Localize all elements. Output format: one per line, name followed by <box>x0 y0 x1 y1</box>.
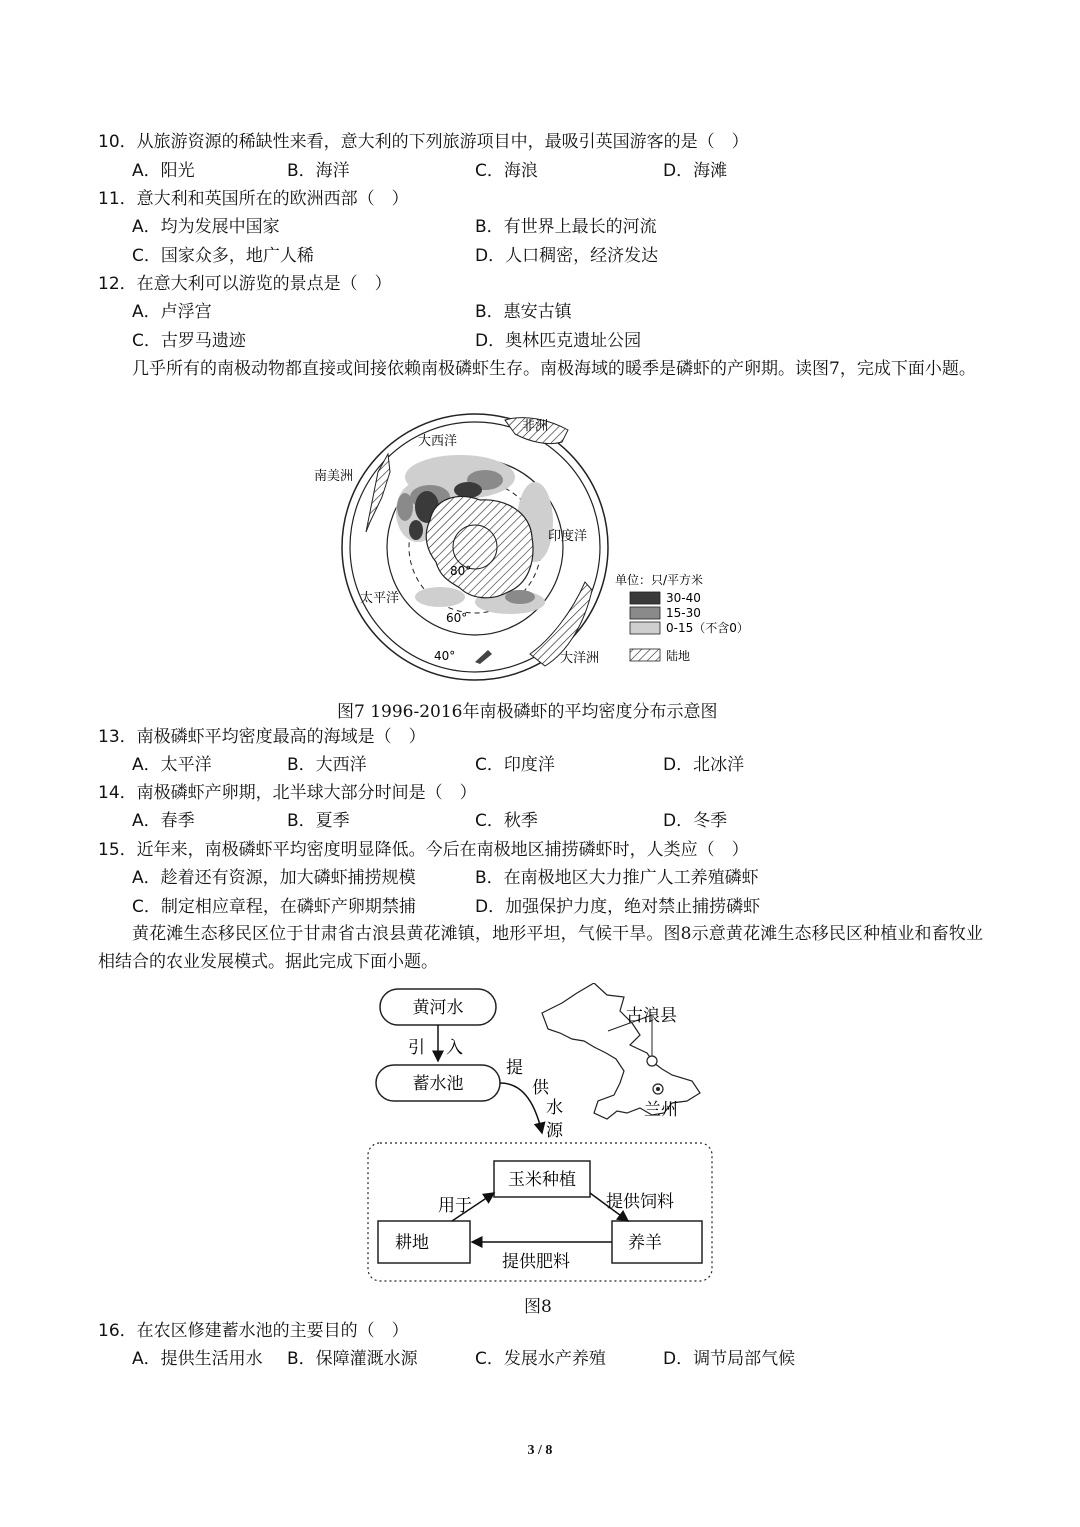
legend-label-low: 0-15（不含0） <box>666 621 749 635</box>
label-atlantic: 大西洋 <box>418 434 458 449</box>
node-corn-label: 玉米种植 <box>508 1170 576 1190</box>
question-13-stem: 13．南极磷虾平均密度最高的海域是（ ） <box>98 727 426 747</box>
node-farmland-label: 耕地 <box>395 1233 429 1253</box>
gansu-map-outline <box>542 983 700 1119</box>
q16-option-c: C．发展水产养殖 <box>475 1349 606 1369</box>
q10-option-b: B．海洋 <box>287 161 350 181</box>
figure-7-caption: 图7 1996-2016年南极磷虾的平均密度分布示意图 <box>337 702 718 722</box>
figure-8-caption: 图8 <box>524 1297 552 1317</box>
edge-feed: 提供饲料 <box>606 1192 674 1212</box>
passage-krill: 几乎所有的南极动物都直接或间接依赖南极磷虾生存。南极海域的暖季是磷虾的产卵期。读图7，完成下面小题。 <box>132 359 976 379</box>
q12-option-a: A．卢浮宫 <box>132 302 212 322</box>
edge-introduce-2: 入 <box>446 1038 463 1058</box>
label-lat40: 40° <box>434 649 456 663</box>
q11-option-a: A．均为发展中国家 <box>132 217 280 237</box>
q11-option-b: B．有世界上最长的河流 <box>475 217 657 237</box>
q14-option-d: D．冬季 <box>663 811 728 831</box>
question-12-stem: 12．在意大利可以游览的景点是（ ） <box>98 274 392 294</box>
q13-option-a: A．太平洋 <box>132 755 212 775</box>
label-pacific: 太平洋 <box>360 591 400 606</box>
q12-option-c: C．古罗马遗迹 <box>132 331 246 351</box>
edge-used-for: 用于 <box>438 1196 472 1216</box>
new-zealand-land <box>475 650 492 664</box>
q16-option-b: B．保障灌溉水源 <box>287 1349 418 1369</box>
q10-option-a: A．阳光 <box>132 161 195 181</box>
q13-option-c: C．印度洋 <box>475 755 555 775</box>
q15-option-c: C．制定相应章程，在磷虾产卵期禁捕 <box>132 897 416 917</box>
question-15-stem: 15．近年来，南极磷虾平均密度明显降低。今后在南极地区捕捞磷虾时，人类应（ ） <box>98 840 749 860</box>
question-16-stem: 16．在农区修建蓄水池的主要目的（ ） <box>98 1321 409 1341</box>
label-lanzhou: 兰州 <box>644 1100 678 1120</box>
q14-option-a: A．春季 <box>132 811 195 831</box>
legend-label-mid: 15-30 <box>666 606 701 620</box>
question-10-stem: 10．从旅游资源的稀缺性来看，意大利的下列旅游项目中，最吸引英国游客的是（ ） <box>98 132 749 152</box>
label-lat80: 80° <box>450 564 472 578</box>
label-gulang: 古浪县 <box>626 1006 677 1026</box>
node-yellow-river-label: 黄河水 <box>412 998 464 1018</box>
edge-supply-3: 水 <box>546 1098 563 1118</box>
legend-label-land: 陆地 <box>666 649 691 663</box>
edge-supply-4: 源 <box>546 1121 563 1141</box>
legend-title: 单位：只/平方米 <box>615 573 704 587</box>
figure-7-map <box>310 412 770 682</box>
node-reservoir-label: 蓄水池 <box>412 1074 464 1094</box>
q14-option-b: B．夏季 <box>287 811 350 831</box>
q15-option-d: D．加强保护力度，绝对禁止捕捞磷虾 <box>475 897 761 917</box>
gulang-marker <box>647 1056 657 1066</box>
q14-option-c: C．秋季 <box>475 811 538 831</box>
figure-7-legend <box>615 572 749 663</box>
label-south-america: 南美洲 <box>314 469 354 484</box>
question-11-stem: 11．意大利和英国所在的欧洲西部（ ） <box>98 189 409 209</box>
passage-huanghuatan: 黄花滩生态移民区位于甘肃省古浪县黄花滩镇，地形平坦，气候干旱。图8示意黄花滩生态移民区种植业和畜牧业相结合的农业发展模式。据此完成下面小题。 <box>98 924 983 972</box>
q13-option-d: D．北冰洋 <box>663 755 745 775</box>
edge-supply-1: 提 <box>506 1058 523 1078</box>
label-lat60: 60° <box>446 611 468 625</box>
q10-option-c: C．海浪 <box>475 161 538 181</box>
q12-option-d: D．奥林匹克遗址公园 <box>475 331 642 351</box>
label-oceania: 大洋洲 <box>560 651 600 666</box>
q13-option-b: B．大西洋 <box>287 755 367 775</box>
q15-option-a: A．趁着还有资源，加大磷虾捕捞规模 <box>132 868 416 888</box>
figure-8-diagram <box>362 983 722 1283</box>
legend-label-high: 30-40 <box>666 591 701 605</box>
question-14-stem: 14．南极磷虾产卵期，北半球大部分时间是（ ） <box>98 783 477 803</box>
antarctica-land <box>426 496 533 597</box>
edge-supply-2: 供 <box>532 1078 549 1098</box>
node-sheep-label: 养羊 <box>628 1233 662 1253</box>
q12-option-b: B．惠安古镇 <box>475 302 572 322</box>
q10-option-d: D．海滩 <box>663 161 728 181</box>
edge-fertilizer: 提供肥料 <box>502 1252 570 1272</box>
q11-option-c: C．国家众多，地广人稀 <box>132 246 314 266</box>
q11-option-d: D．人口稠密，经济发达 <box>475 246 659 266</box>
label-africa: 非洲 <box>522 419 549 434</box>
edge-introduce-1: 引 <box>408 1038 425 1058</box>
label-indian-ocean: 印度洋 <box>548 529 588 544</box>
q16-option-a: A．提供生活用水 <box>132 1349 263 1369</box>
q16-option-d: D．调节局部气候 <box>663 1349 796 1369</box>
page-number: 3 / 8 <box>527 1443 553 1458</box>
q15-option-b: B．在南极地区大力推广人工养殖磷虾 <box>475 868 759 888</box>
